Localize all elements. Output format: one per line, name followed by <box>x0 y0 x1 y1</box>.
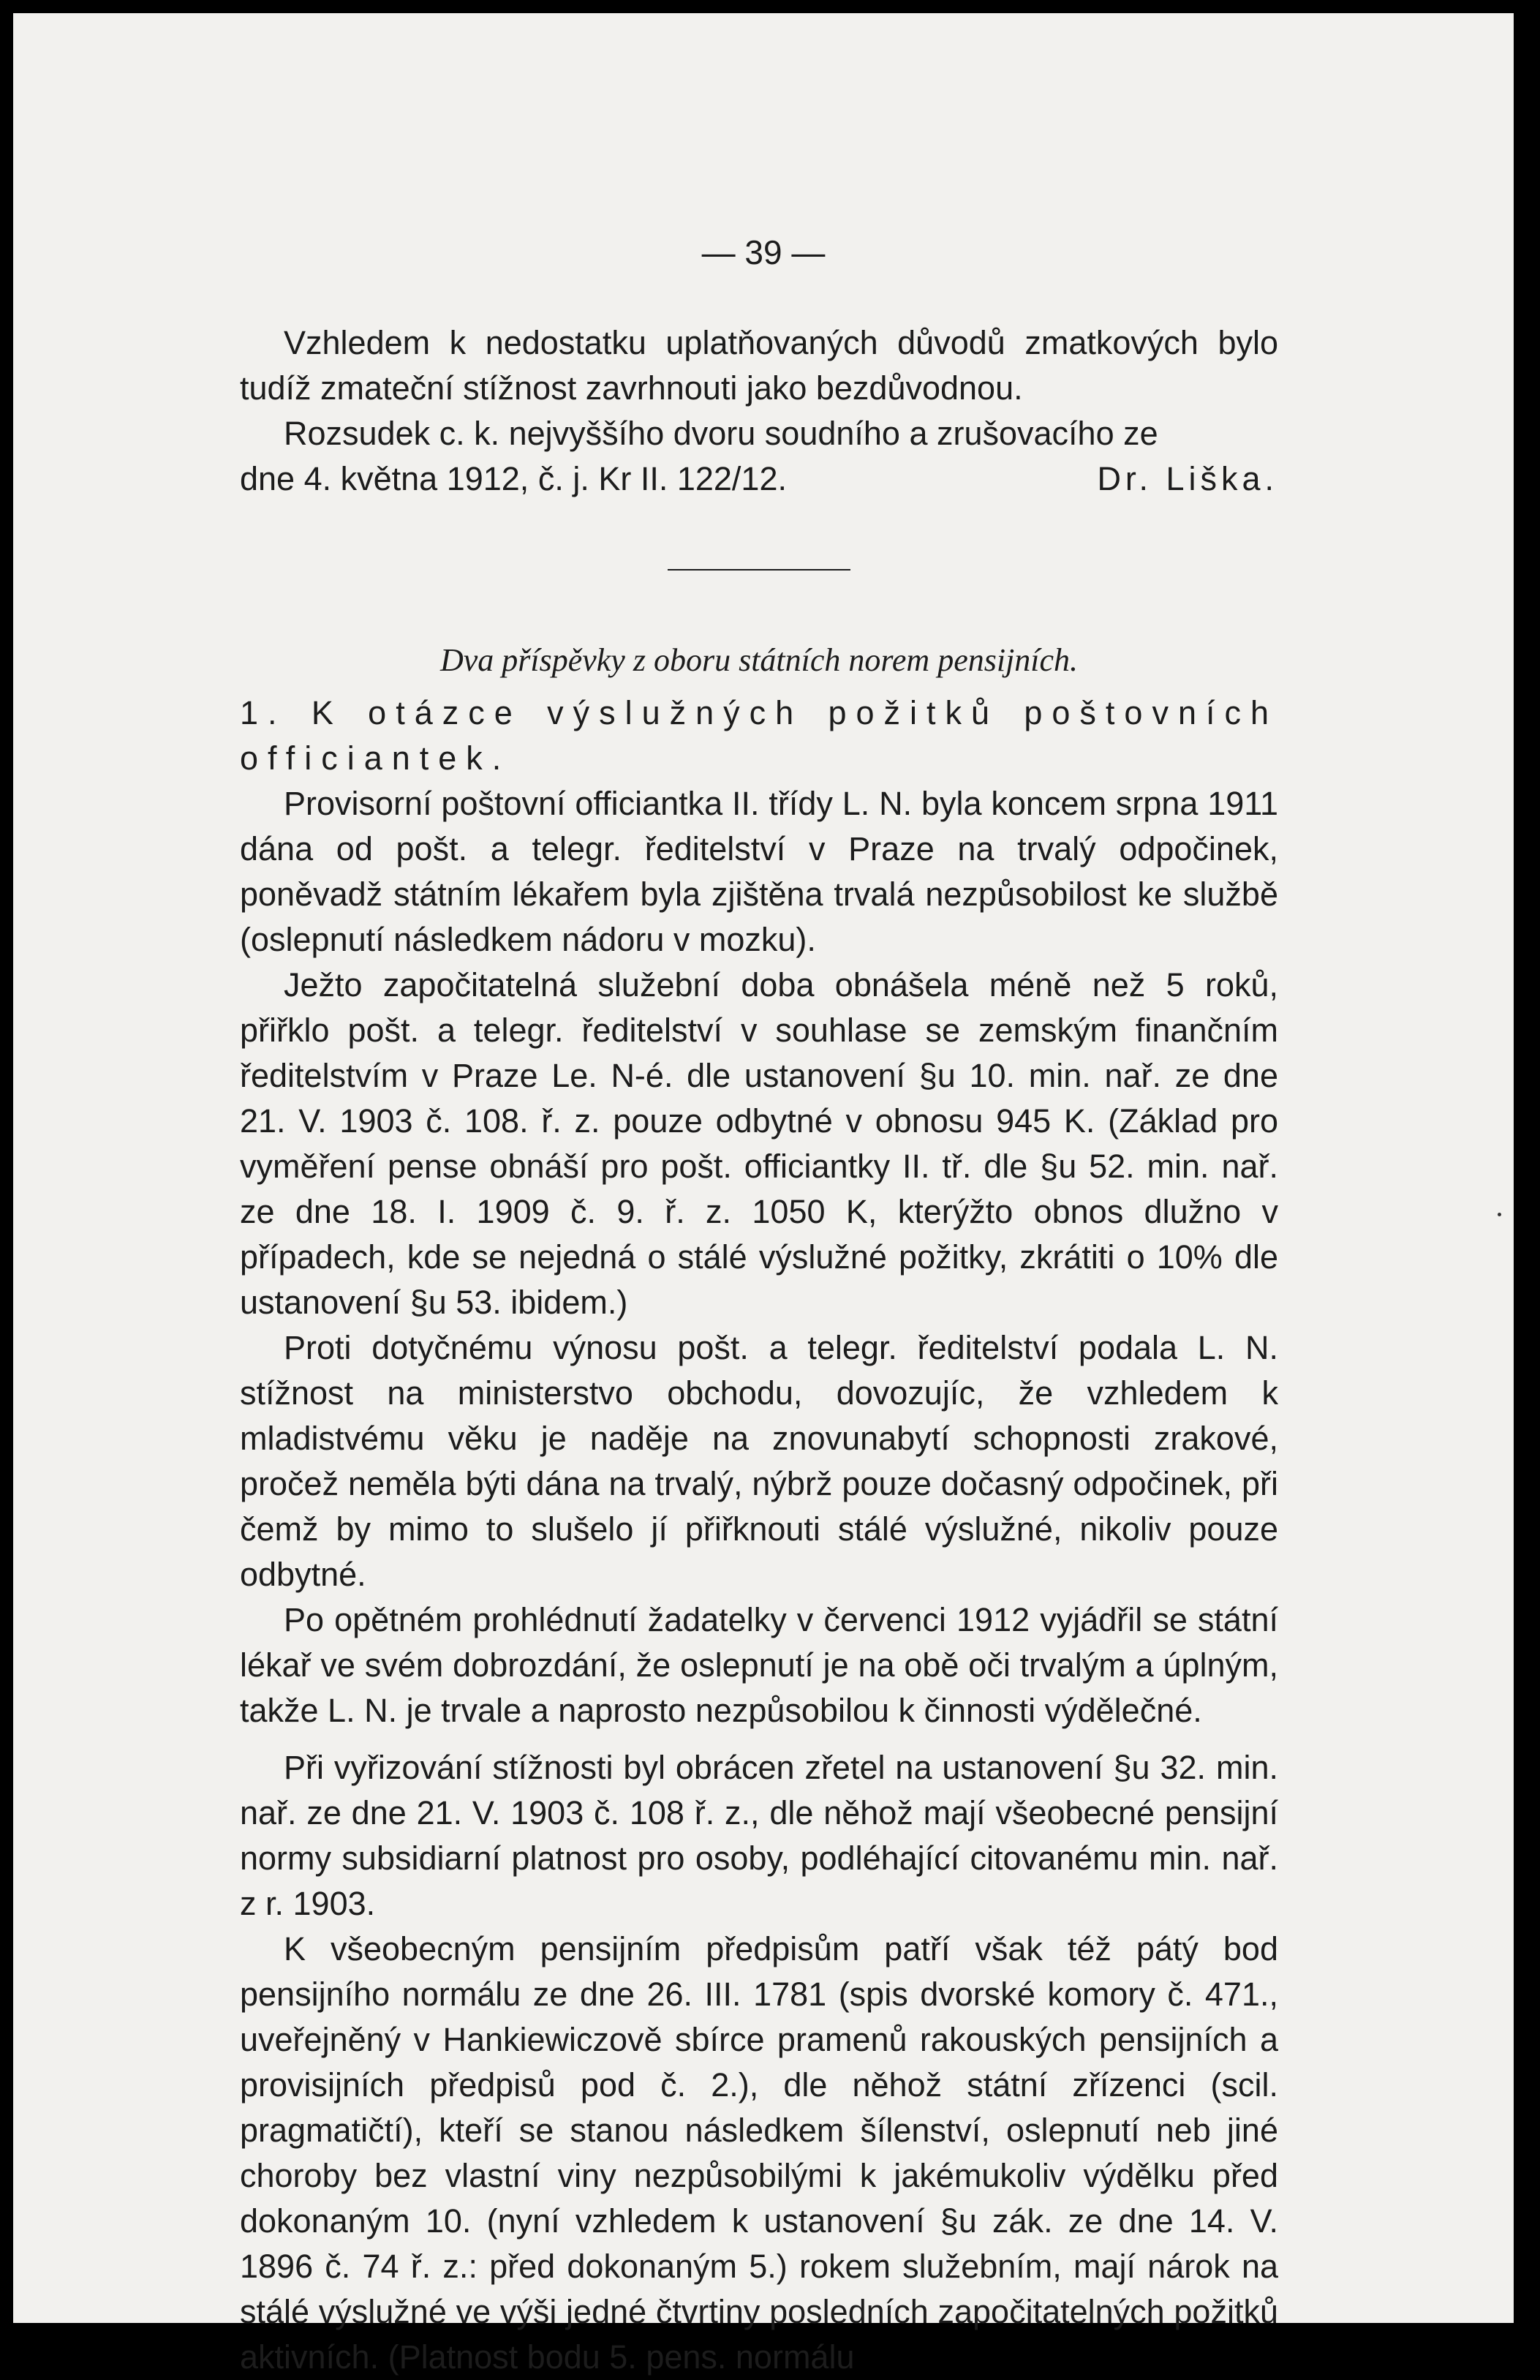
paragraph: Po opětném prohlédnutí žadatelky v červenci 1912 vyjádřil se státní lékař ve svém dobrozdání, že oslepnutí je na obě oči trvalým a úplným, takže L. N. je trvale a naprosto nezpůsobilou k činnosti výdělečné. <box>240 1601 1278 1729</box>
section-heading: 1. K otázce výslužných požitků poštovních officiantek. <box>240 694 1278 777</box>
paragraph: Při vyřizování stížnosti byl obrácen zřetel na ustanovení §u 32. min. nař. ze dne 21. V. 1903 č. 108 ř. z., dle něhož mají všeobecné pensijní normy subsidiarní platnost pro osoby, podléhající citovanému min. nař. z r. 1903. <box>240 1749 1278 1922</box>
scan-speck <box>1498 1213 1501 1216</box>
signature: Dr. Liška. <box>1097 460 1278 497</box>
ruling-line-signature-row <box>240 456 1278 502</box>
article-title: Dva příspěvky z oboru státních norem pensijních. <box>439 642 1079 678</box>
section-divider <box>668 569 850 570</box>
body-text <box>240 320 1278 2380</box>
paragraph: Vzhledem k nedostatku uplatňovaných důvodů zmatkových bylo tudíž zmateční stížnost zavrhnouti jako bezdůvodnou. <box>240 324 1278 407</box>
paragraph: K všeobecným pensijním předpisům patří však též pátý bod pensijního normálu ze dne 26. III. 1781 (spis dvorské komory č. 471., uveřejněný v Hankiewiczově sbírce pramenů rakouských pensijních a provisijních předpisů pod č. 2.), dle něhož státní zřízenci (scil. pragmatičtí), kteří se stanou následkem šílenství, oslepnutí neb jiné choroby bez vlastní viny nezpůsobilými k jakémukoliv výdělku před dokonaným 10. (nyní vzhledem k ustanovení §u zák. ze dne 14. V. 1896 č. 74 ř. z.: před dokonaným 5.) rokem služebním, mají nárok na stálé výslužné ve výši jedné čtvrtiny posledních započitatelných požitků aktivních. (Platnost bodu 5. pens. normálu <box>240 1930 1278 2376</box>
document-page <box>13 13 1514 2376</box>
paragraph: Ježto započitatelná služební doba obnášela méně než 5 roků, přiřklo pošt. a telegr. ředitelství v souhlase se zemským finančním ředitelstvím v Praze Le. N-é. dle ustanovení §u 10. min. nař. ze dne 21. V. 1903 č. 108. ř. z. pouze odbytné v obnosu 945 K. (Základ pro vyměření pense obnáší pro pošt. officiantky II. tř. dle §u 52. min. nař. ze dne 18. I. 1909 č. 9. ř. z. 1050 K, kterýžto obnos dlužno v případech, kde se nejedná o stálé výslužné požitky, zkrátiti o 10% dle ustanovení §u 53. ibidem.) <box>240 966 1278 1321</box>
page-number: — 39 — <box>701 233 826 271</box>
ruling-line: Rozsudek c. k. nejvyššího dvoru soudního a zrušovacího ze <box>284 415 1158 452</box>
ruling-reference: dne 4. května 1912, č. j. Kr II. 122/12. <box>240 460 787 497</box>
paragraph: Provisorní poštovní officiantka II. třídy L. N. byla koncem srpna 1911 dána od pošt. a telegr. ředitelství v Praze na trvalý odpočinek, poněvadž státním lékařem byla zjištěna trvalá nezpůsobilost ke službě (oslepnutí následkem nádoru v mozku). <box>240 785 1278 958</box>
paragraph: Proti dotyčnému výnosu pošt. a telegr. ředitelství podala L. N. stížnost na ministerstvo obchodu, dovozujíc, že vzhledem k mladistvému věku je naděje na znovunabytí schopnosti zrakové, pročež neměla býti dána na trvalý, nýbrž pouze dočasný odpočinek, při čemž by mimo to slušelo jí přiřknouti stálé výslužné, nikoliv pouze odbytné. <box>240 1329 1278 1593</box>
